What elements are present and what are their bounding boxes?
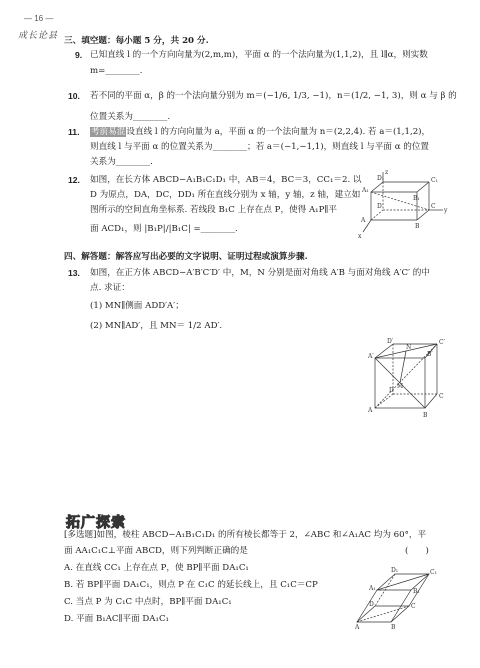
vertex-label: A′ xyxy=(368,353,374,360)
question-text: m=________. xyxy=(90,66,143,76)
option-c: C. 当点 P 为 C₁C 中点时，BP∥平面 DA₁C₁ xyxy=(64,597,232,607)
axis-label: z xyxy=(385,169,389,176)
figure-prism xyxy=(355,568,437,630)
vertex-label: C xyxy=(411,603,416,610)
vertex-label: D xyxy=(389,387,394,394)
tag-badge: 考前易混 xyxy=(91,127,126,137)
vertex-label: B xyxy=(415,223,420,230)
question-number: 13. xyxy=(68,268,80,278)
question-text xyxy=(90,127,430,138)
axis-label: x xyxy=(358,233,362,240)
question-text: 如图，在长方体 ABCD−A₁B₁C₁D₁ 中，AB＝4，BC＝3，CC₁＝2. 以 xyxy=(90,175,362,185)
vertex-label: D xyxy=(377,203,382,210)
question-number: 9. xyxy=(75,50,83,60)
question-text: D 为原点，DA，DC，DD₁ 所在直线分别为 x 轴，y 轴，z 轴，建立如 xyxy=(90,190,361,200)
page-number: — 16 — xyxy=(24,14,54,23)
question-part: (2) MN∥AD′，且 MN＝ 1/2 AD′. xyxy=(90,321,223,331)
question-text-span: 设直线 l 的方向向量为 a，平面 α 的一个法向量为 n＝(2,2,4). 若 a＝(1,1,2)， xyxy=(126,127,431,137)
question-text: 关系为________. xyxy=(90,157,153,167)
option-a: A. 在直线 CC₁ 上存在点 P，使 BP∥平面 DA₁C₁ xyxy=(64,563,249,573)
vertex-label: B xyxy=(391,624,396,631)
vertex-label: C₁ xyxy=(430,569,437,576)
axis-label: y xyxy=(444,207,448,214)
question-text: 位置关系为________. xyxy=(90,112,171,122)
question-number: 10. xyxy=(68,91,80,101)
vertex-label: D xyxy=(369,601,374,608)
figure-cube xyxy=(365,340,445,420)
vertex-label: B′ xyxy=(427,351,433,358)
question-text: 面 AA₁C₁C⊥平面 ABCD，则下列判断正确的是 xyxy=(64,546,248,556)
option-d: D. 平面 B₁AC∥平面 DA₁C₁ xyxy=(64,614,169,624)
vertex-label: A₁ xyxy=(362,187,369,194)
vertex-label: C xyxy=(431,203,436,210)
option-b: B. 若 BP∥平面 DA₁C₁，则点 P 在 C₁C 的延长线上，且 C₁C＝CP xyxy=(64,580,318,590)
answer-paren: ( ) xyxy=(405,546,429,556)
vertex-label: C₁ xyxy=(431,177,438,184)
section-title-fill-in: 三、填空题：每小题 5 分，共 20 分. xyxy=(64,36,209,46)
point-label: M xyxy=(397,383,404,390)
question-text: 已知直线 l 的一个方向向量为(2,m,m)，平面 α 的一个法向量为(1,1,2)，且 l∥α，则实数 xyxy=(90,50,428,60)
vertex-label: A xyxy=(361,217,366,224)
question-part: (1) MN∥侧面 ADD′A′； xyxy=(90,301,184,311)
point-label: N xyxy=(406,344,412,351)
question-number: 11. xyxy=(68,127,80,137)
vertex-label: B₁ xyxy=(413,588,420,595)
vertex-label: B₁ xyxy=(413,195,420,202)
question-text: 图所示的空间直角坐标系. 若线段 B₁C 上存在点 P，使得 A₁P∥平 xyxy=(90,205,337,215)
vertex-label: C′ xyxy=(439,339,445,346)
vertex-label: D′ xyxy=(387,338,394,345)
question-text: [多选题]如图，棱柱 ABCD−A₁B₁C₁D₁ 的所有棱长都等于 2，∠ABC 和∠A₁AC 均为 60°，平 xyxy=(64,530,427,540)
brand-logo: 成长论县 xyxy=(18,31,59,41)
vertex-label: B xyxy=(423,412,428,419)
question-number: 12. xyxy=(68,175,80,185)
question-text: 如图，在正方体 ABCD−A′B′C′D′ 中，M，N 分别是面对角线 A′B 与面对角线 A′C′ 的中 xyxy=(90,268,430,278)
question-text: 则直线 l 与平面 α 的位置关系为________；若 a＝(−1,−1,1)，则直线 l 与平面 α 的位置 xyxy=(90,142,430,152)
question-text: 面 ACD₁，则 |B₁P|/|B₁C| =________. xyxy=(90,224,238,234)
question-text: 若不同的平面 α，β 的一个法向量分别为 m＝(−1/6, 1/3, −1)，n＝(1/2, −1, 3)，则 α 与 β 的 xyxy=(90,91,457,101)
vertex-label: C xyxy=(439,393,444,400)
vertex-label: A₁ xyxy=(369,585,376,592)
section-logo: 拓广探索 xyxy=(66,515,126,531)
vertex-label: D₁ xyxy=(391,567,399,574)
question-text: 点. 求证： xyxy=(90,283,130,293)
figure-rectangular-prism xyxy=(357,170,447,245)
section-title-solution: 四、解答题：解答应写出必要的文字说明、证明过程或演算步骤. xyxy=(64,252,308,262)
vertex-label: A xyxy=(355,624,360,631)
vertex-label: D₁ xyxy=(377,175,385,182)
vertex-label: A xyxy=(368,407,373,414)
